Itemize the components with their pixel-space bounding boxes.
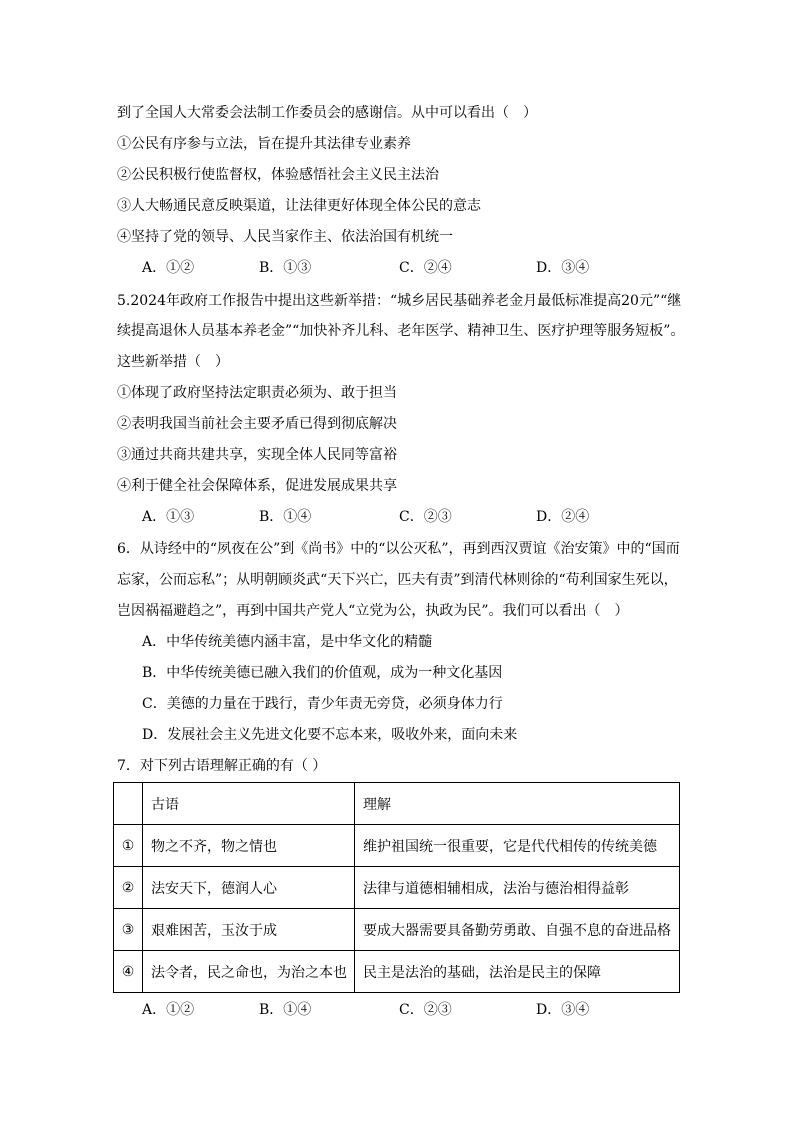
q5-option-a[interactable]: A．①③ [142,509,195,525]
q4-statement-1: ①公民有序参与立法，旨在提升其法律专业素养 [117,136,411,152]
q6-choice-a[interactable]: A．中华传统美德内涵丰富，是中华文化的精髓 [142,634,433,650]
q6-stem-line-1: 6．从诗经中的“夙夜在公”到《尚书》中的“以公灭私”，再到西汉贾谊《治安策》中的“国而 [117,541,680,557]
q4-statement-3: ③人大畅通民意反映渠道，让法律更好体现全体公民的意志 [117,198,481,214]
q4-option-c[interactable]: C．②④ [399,260,452,276]
q5-stem-line-1: 5.2024年政府工作报告中提出这些新举措：“城乡居民基础养老金月最低标准提高20元”“继 [117,293,682,309]
table-row [114,867,680,909]
q4-option-a[interactable]: A．①② [142,260,195,276]
q4-statement-4: ④坚持了党的领导、人民当家作主、依法治国有机统一 [117,229,453,245]
q7-option-d[interactable]: D．③④ [536,1002,590,1018]
table-header-cell: 理解 [355,783,680,825]
q5-statement-2: ②表明我国当前社会主要矛盾已得到彻底解决 [117,416,397,432]
table-cell-number: ④ [114,951,143,993]
q5-statement-3: ③通过共商共建共享，实现全体人民同等富裕 [117,447,397,463]
table-header-cell: 古语 [143,783,355,825]
table-row [114,909,680,951]
table-row [114,951,680,993]
q4-option-b[interactable]: B．①③ [259,260,312,276]
table-cell-saying: 物之不齐，物之情也 [143,825,355,867]
table-cell-understanding: 要成大器需要具备勤劳勇敢、自强不息的奋进品格 [355,909,680,951]
q6-choice-b[interactable]: B．中华传统美德已融入我们的价值观，成为一种文化基因 [142,665,503,681]
q5-stem-line-2: 续提高退休人员基本养老金”“加快补齐儿科、老年医学、精神卫生、医疗护理等服务短板”。 [117,323,685,339]
q6-stem-line-2: 忘家，公而忘私”；从明朝顾炎武“天下兴亡，匹夫有责”到清代林则徐的“苟利国家生死以， [117,572,678,588]
q5-option-d[interactable]: D．②④ [536,509,590,525]
q7-stem: 7．对下列古语理解正确的有（ ） [117,758,327,774]
table-row [114,825,680,867]
table-header-cell [114,783,143,825]
q5-statement-4: ④利于健全社会保障体系，促进发展成果共享 [117,478,397,494]
q6-choice-c[interactable]: C．美德的力量在于践行，青少年责无旁贷，必须身体力行 [142,696,503,712]
q4-stem-tail: 到了全国人大常委会法制工作委员会的感谢信。从中可以看出（ ） [117,105,537,121]
q7-option-b[interactable]: B．①④ [259,1002,312,1018]
q5-option-b[interactable]: B．①④ [259,509,312,525]
q4-statement-2: ②公民积极行使监督权，体验感悟社会主义民主法治 [117,167,439,183]
q7-option-a[interactable]: A．①② [142,1002,195,1018]
table-cell-saying: 艰难困苦，玉汝于成 [143,909,355,951]
q7-option-c[interactable]: C．②③ [399,1002,452,1018]
table-cell-saying: 法令者，民之命也，为治之本也 [143,951,355,993]
table-cell-number: ① [114,825,143,867]
q5-stem-line-3: 这些新举措（ ） [117,354,229,370]
table-cell-number: ③ [114,909,143,951]
table-cell-understanding: 法律与道德相辅相成，法治与德治相得益彰 [355,867,680,909]
table-cell-saying: 法安天下，德润人心 [143,867,355,909]
q7-table [113,782,680,993]
table-cell-understanding: 民主是法治的基础，法治是民主的保障 [355,951,680,993]
table-header-row [114,783,680,825]
table-cell-number: ② [114,867,143,909]
q5-option-c[interactable]: C．②③ [399,509,452,525]
q5-statement-1: ①体现了政府坚持法定职责必须为、敢于担当 [117,385,397,401]
q6-stem-line-3: 岂因祸福避趋之”，再到中国共产党人“立党为公，执政为民”。我们可以看出（ ） [117,603,629,619]
table-cell-understanding: 维护祖国统一很重要，它是代代相传的传统美德 [355,825,680,867]
q4-option-d[interactable]: D．③④ [536,260,590,276]
q6-choice-d[interactable]: D．发展社会主义先进文化要不忘本来，吸收外来，面向未来 [142,727,518,743]
